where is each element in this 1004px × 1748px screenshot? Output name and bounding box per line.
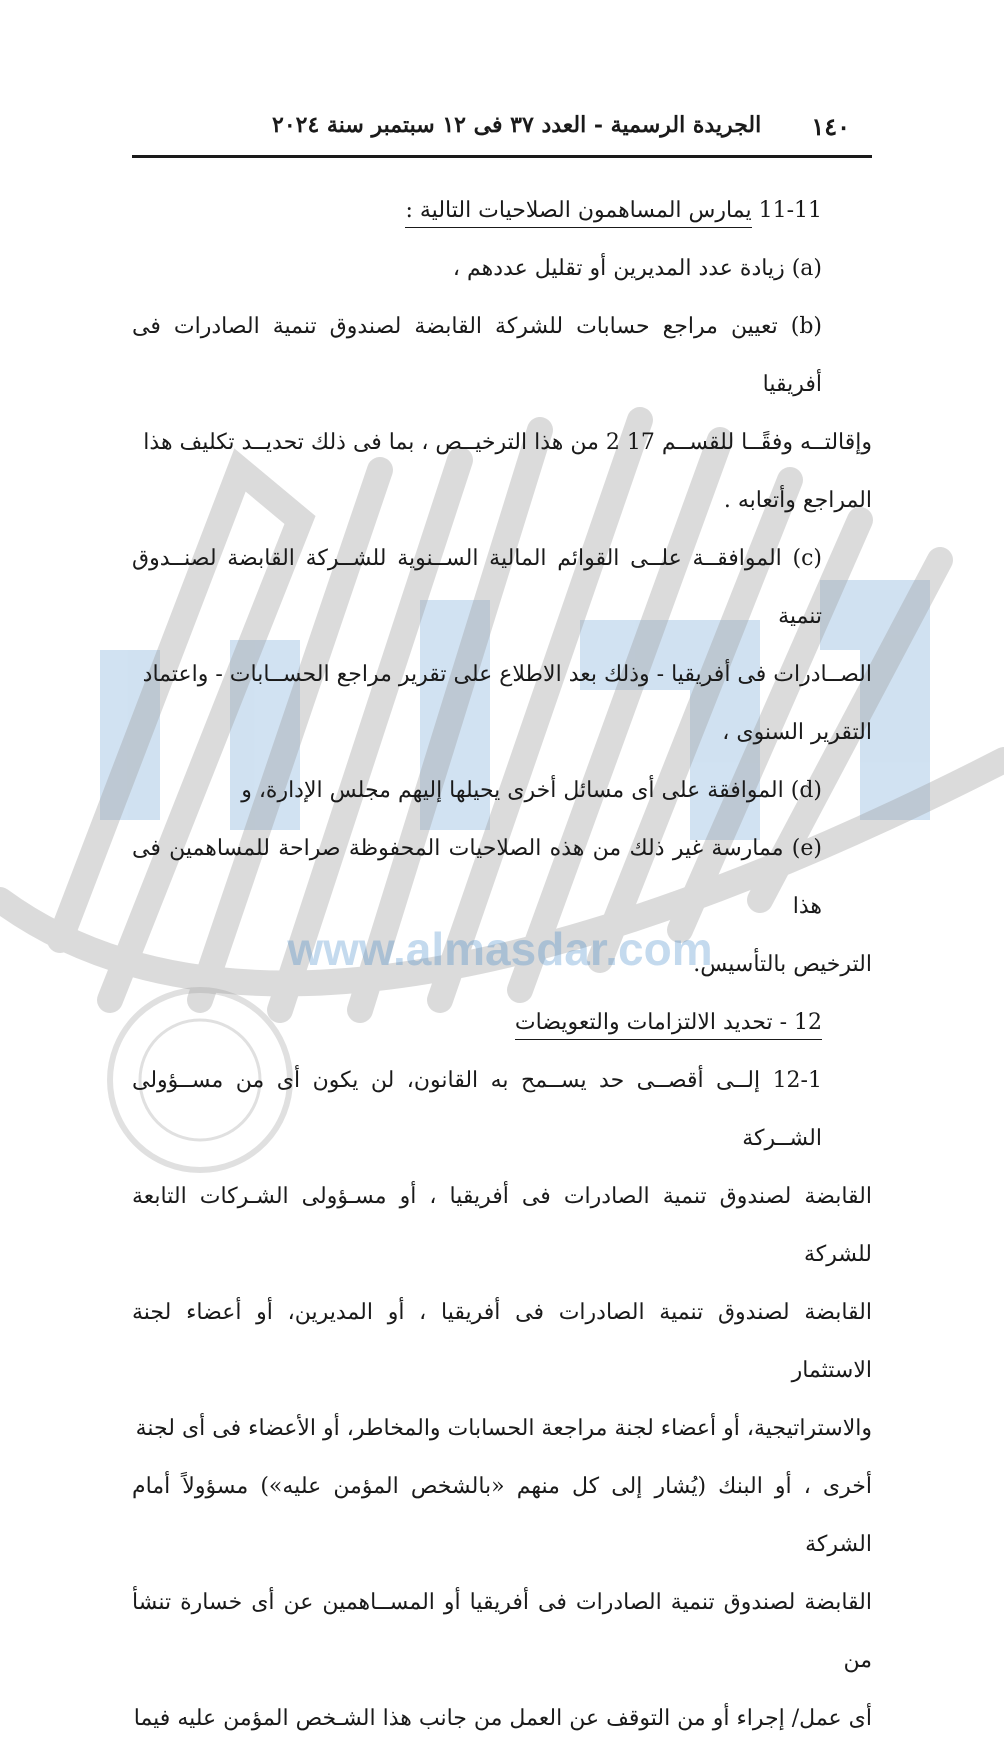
clause-12-1-line-5: أخرى ، أو البنك (يُشار إلى كل منهم «بالشخص المؤمن عليه») مسؤولاً أمام الشركة — [132, 1474, 872, 1557]
clause-number: 11-11 — [751, 198, 822, 223]
item-c-line-1: (c) الموافقــة علــى القوائم المالية الســنوية للشــركة القابضة لصنــدوق تنمية — [132, 546, 822, 629]
gazette-title: الجريدة الرسمية - العدد ٣٧ فى ١٢ سبتمبر سنة ٢٠٢٤ — [272, 112, 762, 138]
page-header — [132, 112, 872, 152]
page-number: ١٤٠ — [811, 112, 850, 141]
clause-12-1-line-7: أى عمل/ إجراء أو من التوقف عن العمل من جانب هذا الشـخص المؤمن عليه فيما — [133, 1706, 872, 1731]
item-c-line-2: الصــادرات فى أفريقيا - وذلك بعد الاطلاع على تقرير مراجع الحســابات - واعتماد — [142, 662, 872, 687]
clause-12-1-line-3: القابضة لصندوق تنمية الصادرات فى أفريقيا ، أو المديرين، أو أعضاء لجنة الاستثمار — [132, 1300, 872, 1383]
watermark-url: www.almasdar.com — [287, 923, 713, 975]
item-e-line-1: (e) ممارسة غير ذلك من هذه الصلاحيات المحفوظة صراحة للمساهمين فى هذا — [132, 836, 822, 919]
item-d: (d) الموافقة على أى مسائل أخرى يحيلها إليهم مجلس الإدارة، و — [241, 778, 822, 803]
item-c-line-3: التقرير السنوى ، — [722, 720, 872, 745]
clause-12-1-line-1: 12-1 إلــى أقصــى حد يســمح به القانون، لن يكون أى من مســؤولى الشــركة — [132, 1068, 822, 1151]
item-b-line-1: (b) تعيين مراجع حسابات للشركة القابضة لصندوق تنمية الصادرات فى أفريقيا — [132, 314, 822, 397]
clause-11-11-text: يمارس المساهمون الصلاحيات التالية : — [405, 198, 751, 228]
clause-12-1-line-4: والاستراتيجية، أو أعضاء لجنة مراجعة الحسابات والمخاطر، أو الأعضاء فى أى لجنة — [135, 1416, 872, 1441]
item-a: (a) زيادة عدد المديرين أو تقليل عددهم ، — [452, 256, 822, 281]
item-b-line-3: المراجع وأتعابه . — [723, 488, 872, 513]
section-12-heading — [132, 994, 872, 1052]
section-12-heading-text: 12 - تحديد الالتزامات والتعويضات — [515, 1010, 822, 1040]
clause-12-1-line-2: القابضة لصندوق تنمية الصادرات فى أفريقيا ، أو مسـؤولى الشـركات التابعة للشركة — [132, 1184, 872, 1267]
document-body — [132, 182, 872, 1748]
item-b-line-2: وإقالتــه وفقًــا للقســم 17 2 من هذا الترخيــص ، بما فى ذلك تحديــد تكليف هذا — [143, 430, 872, 455]
header-divider — [132, 155, 872, 158]
clause-11-11 — [132, 182, 872, 240]
clause-12-1-line-6: القابضة لصندوق تنمية الصادرات فى أفريقيا أو المســاهمين عن أى خسارة تنشأ من — [132, 1590, 872, 1673]
item-e-line-2: الترخيص بالتأسيس. — [693, 952, 872, 977]
